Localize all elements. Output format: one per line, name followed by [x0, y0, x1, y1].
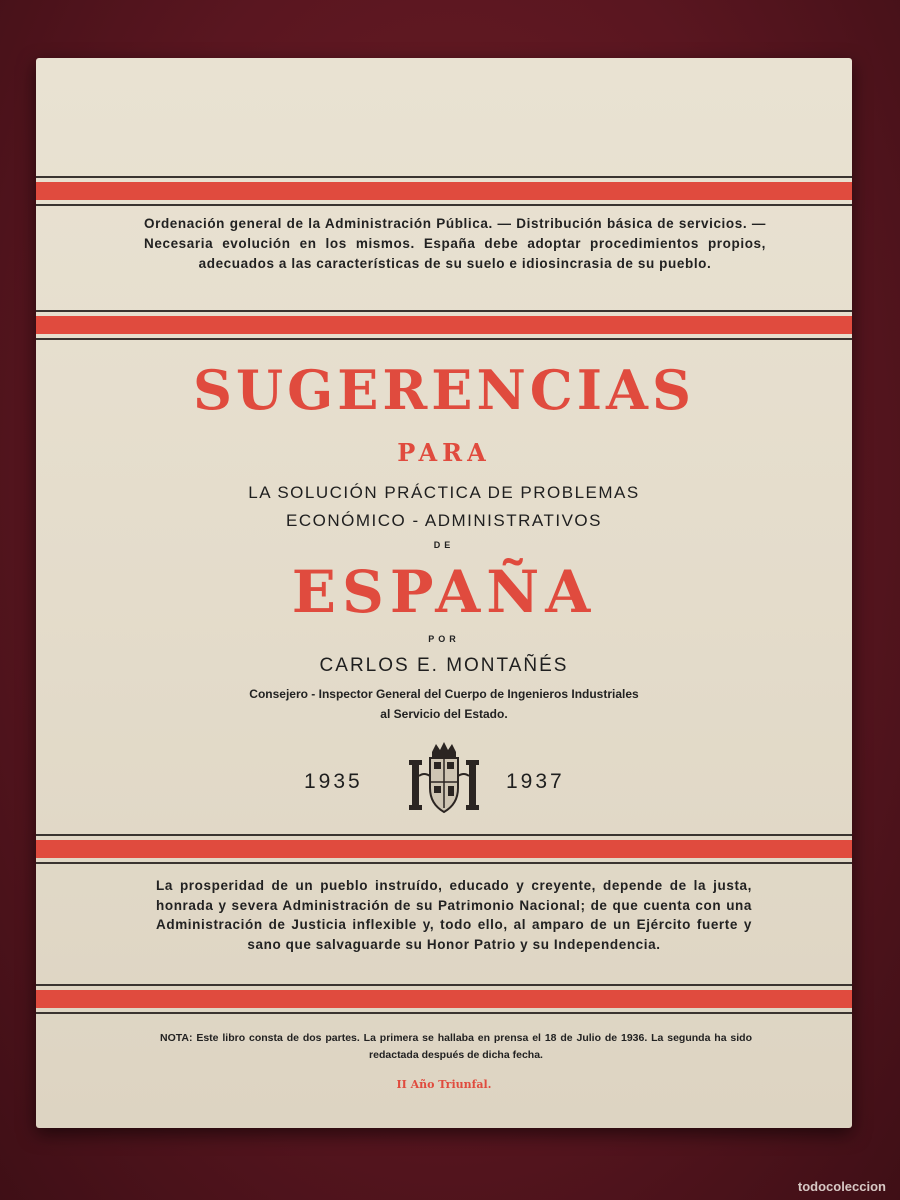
footer-year-label: II Año Triunfal.	[396, 1078, 492, 1091]
author-name: CARLOS E. MONTAÑÉS	[319, 655, 569, 676]
coat-of-arms-icon	[404, 740, 484, 820]
note-paragraph	[160, 1030, 752, 1064]
decorative-band	[36, 176, 852, 206]
author-role-line-1: Consejero - Inspector General del Cuerpo de Ingenieros Industriales	[249, 687, 639, 701]
country-title: ESPAÑA	[291, 558, 597, 626]
note-label: NOTA:	[160, 1032, 193, 1044]
note-text: Este libro consta de dos partes. La primera se hallaba en prensa el 18 de Julio de 1936. La segunda ha sido redactada después de dicha fecha.	[196, 1032, 752, 1061]
title-connector-para: PARA	[397, 438, 491, 467]
subtitle-line-1: LA SOLUCIÓN PRÁCTICA DE PROBLEMAS	[248, 483, 640, 502]
connector-por: POR	[428, 634, 460, 644]
watermark: todocoleccion	[797, 1179, 886, 1194]
year-start: 1935	[304, 770, 363, 793]
decorative-band	[36, 310, 852, 340]
decorative-band	[36, 834, 852, 864]
top-paragraph: Ordenación general de la Administración Pública. — Distribución básica de servicios. — Necesaria evolución en los mismos. España debe adoptar procedimientos propios, adecuados a las características de su suelo e idiosincrasia de su pueblo.	[144, 216, 766, 271]
connector-de: DE	[433, 540, 455, 550]
motto-paragraph: La prosperidad de un pueblo instruído, educado y creyente, depende de la justa, honrada y severa Administración de su Patrimonio Nacional; de que cuenta con una Administración de Justicia inflexible y, todo ello, al amparo de un Ejército fuerte y sano que salvaguarde su Honor Patrio y su Independencia.	[156, 878, 752, 952]
author-role-line-2: al Servicio del Estado.	[380, 707, 508, 721]
book-cover	[36, 58, 852, 1128]
years-emblem-row	[36, 740, 852, 830]
year-end: 1937	[506, 770, 565, 793]
book-title: SUGERENCIAS	[193, 358, 695, 422]
subtitle-line-2: ECONÓMICO - ADMINISTRATIVOS	[286, 511, 602, 530]
decorative-band	[36, 984, 852, 1014]
